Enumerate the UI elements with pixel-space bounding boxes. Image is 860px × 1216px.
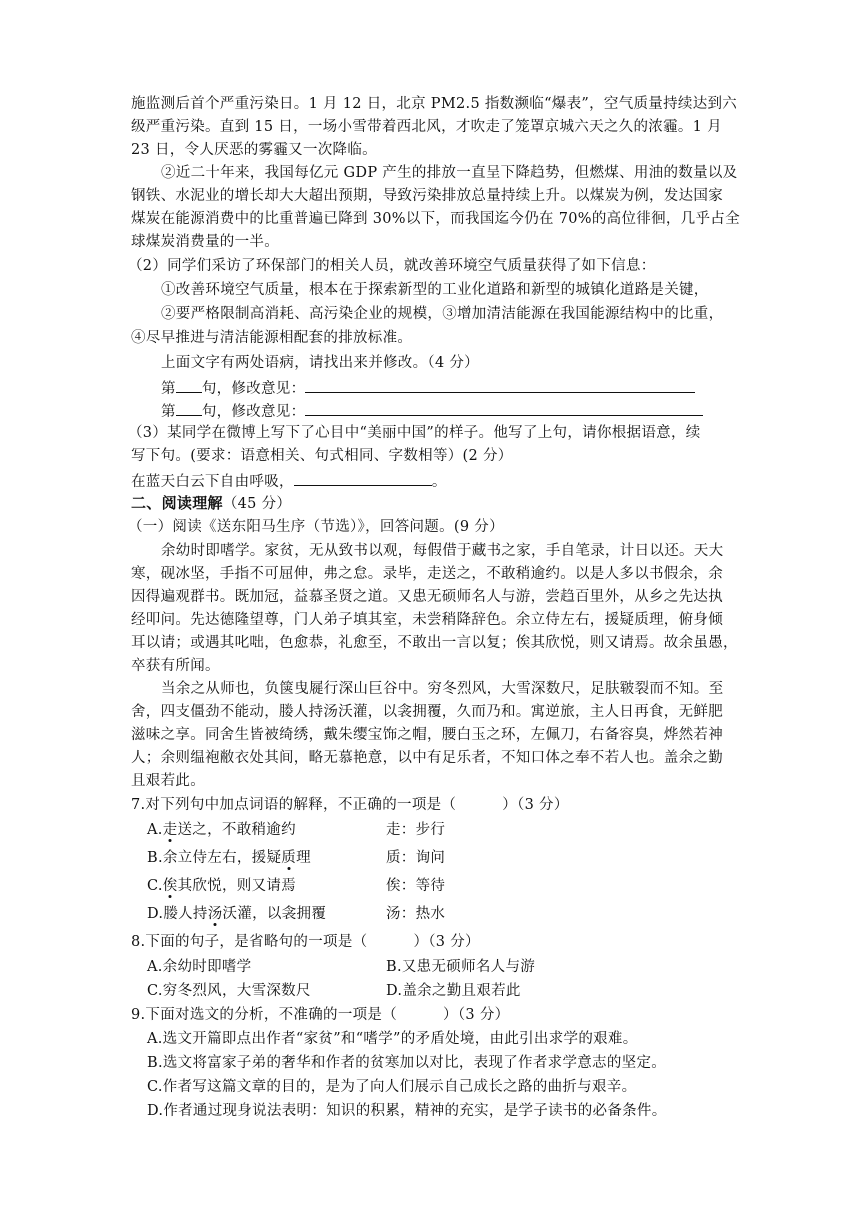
option-q9-d[interactable]: D.作者通过现身说法表明：知识的积累，精神的充实，是学子读书的必备条件。 [147, 1103, 667, 1119]
text-line: 且艰若此。 [131, 773, 205, 789]
period: 。 [431, 474, 447, 490]
text-line: ②近二十年来，我国每亿元 GDP 产生的排放一直呈下降趋势，但燃煤、用油的数量以及 [161, 165, 738, 181]
option-q7-a[interactable] [147, 820, 296, 840]
revision-blank[interactable] [305, 399, 703, 416]
option-q8-a[interactable]: A.余幼时即嗜学 [147, 959, 252, 975]
sentence-number-blank[interactable] [176, 399, 202, 416]
section-heading [131, 493, 291, 514]
text-line: 卒获有所闻。 [131, 658, 220, 674]
text-line: 舍，四支僵劲不能动，媵人持汤沃灌，以衾拥覆，久而乃和。寓逆旅，主人日再食，无鲜肥 [131, 704, 723, 720]
answer-line-1[interactable] [161, 376, 695, 399]
answer-prefix: 第 [161, 404, 176, 420]
dotted-word: 汤 [207, 906, 223, 922]
stem-score: ）（3 分） [413, 934, 480, 950]
text-line: 级严重污染。直到 15 日，一场小雪带着西北风，才吹走了笼罩京城六天之久的浓霾。1 月 [131, 119, 722, 135]
sentence-number-blank[interactable] [176, 376, 202, 393]
option-q9-b[interactable]: B.选文将富家子弟的奢华和作者的贫寒加以对比，表现了作者求学意志的坚定。 [147, 1055, 667, 1071]
text-line: 余幼时即嗜学。家贫，无从致书以观，每假借于藏书之家，手自笔录，计日以还。天大 [161, 543, 724, 559]
option-q7-a-gloss: 走：步行 [386, 822, 446, 838]
text-line: 球煤炭消费量的一半。 [131, 234, 279, 250]
text-line: 经叩问。先达德隆望尊，门人弟子填其室，未尝稍降辞色。余立侍左右，援疑质理，俯身倾 [131, 612, 723, 628]
option-text: B.余立侍左右，援疑 [147, 850, 282, 866]
text-line: 钢铁、水泥业的增长却大大超出预期，导致污染排放总量持续上升。以煤炭为例，发达国家 [131, 188, 723, 204]
option-q7-b[interactable] [147, 848, 311, 868]
option-text: D.媵人持 [147, 906, 208, 922]
answer-prefix: 第 [161, 381, 176, 397]
stem-score: ）（3 分） [502, 797, 569, 813]
question-9-stem [131, 1005, 509, 1025]
text-line: 当余之从师也，负箧曳屣行深山巨谷中。穷冬烈风，大雪深数尺，足肤皲裂而不知。至 [161, 681, 724, 697]
option-text: C. [147, 878, 163, 894]
text-line: ④尽早推进与清洁能源相配套的排放标准。 [131, 330, 413, 346]
text-line: 人；余则缊袍敝衣处其间，略无慕艳意，以中有足乐者，不知口体之奉不若人也。盖余之勤 [131, 750, 723, 766]
option-text: 理 [296, 850, 311, 866]
dotted-word: 走 [162, 822, 178, 838]
continuation-blank[interactable] [294, 469, 432, 486]
option-q8-d[interactable]: D.盖余之勤且艰若此 [386, 983, 521, 999]
subsection-title: （一）阅读《送东阳马生序（节选）》，回答问题。(9 分） [128, 519, 504, 535]
section-title: 二、阅读理解 [131, 494, 223, 512]
option-q7-d[interactable] [147, 904, 326, 924]
option-q7-b-gloss: 质：询问 [386, 850, 446, 866]
option-q8-c[interactable]: C.穷冬烈风，大雪深数尺 [147, 983, 311, 999]
option-q7-d-gloss: 汤：热水 [386, 906, 446, 922]
option-text: 其欣悦，则又请焉 [177, 878, 297, 894]
option-q9-a[interactable]: A.选文开篇即点出作者“家贫”和“嗜学”的矛盾处境，由此引出求学的艰难。 [147, 1031, 638, 1047]
stem-text: 7.对下列句中加点词语的解释，不正确的一项是（ [131, 797, 457, 813]
question-2-intro: （2）同学们采访了环保部门的相关人员，就改善环境空气质量获得了如下信息： [128, 258, 656, 274]
revision-blank[interactable] [305, 376, 695, 393]
question-3-line: 写下句。(要求：语意相关、句式相同、字数相等）(2 分） [131, 448, 513, 464]
text-line: 耳以请；或遇其叱咄，色愈恭，礼愈至，不敢出一言以复；俟其欣悦，则又请焉。故余虽愚， [131, 635, 738, 651]
question-8-stem [131, 932, 480, 952]
answer-label: 句，修改意见： [201, 404, 306, 420]
answer-label: 句，修改意见： [201, 381, 306, 397]
dotted-word: 质 [281, 850, 297, 866]
text-line: ②要严格限制高消耗、高污染企业的规模，③增加清洁能源在我国能源结构中的比重， [161, 306, 724, 322]
stem-score: ）（3 分） [443, 1007, 510, 1023]
option-text: 沃灌，以衾拥覆 [222, 906, 327, 922]
option-text: A. [147, 822, 163, 838]
answer-line-2[interactable] [161, 399, 703, 422]
stem-text: 9.下面对选文的分析，不准确的一项是（ [131, 1007, 398, 1023]
option-q8-b[interactable]: B.又患无硕师名人与游 [386, 959, 536, 975]
option-text: 送之，不敢稍逾约 [177, 822, 296, 838]
text-line: 23 日，令人厌恶的雾霾又一次降临。 [131, 142, 377, 158]
given-sentence: 在蓝天白云下自由呼吸， [131, 474, 294, 490]
question-2-task: 上面文字有两处语病，请找出来并修改。（4 分） [161, 355, 479, 371]
section-score: （45 分） [222, 496, 292, 512]
dotted-word: 俟 [162, 878, 178, 894]
text-line: 施监测后首个严重污染日。1 月 12 日，北京 PM2.5 指数濒临“爆表”，空气质量持续达到六 [131, 96, 738, 112]
text-line: 寒，砚冰坚，手指不可屈伸，弗之怠。录毕，走送之，不敢稍逾约。以是人多以书假余，余 [131, 566, 723, 582]
text-line: 滋味之享。同舍生皆被绮绣，戴朱缨宝饰之帽，腰白玉之环，左佩刀，右备容臭，烨然若神 [131, 727, 723, 743]
option-q7-c-gloss: 俟：等待 [386, 878, 446, 894]
text-line: 因得遍观群书。既加冠，益慕圣贤之道。又患无硕师名人与游，尝趋百里外，从乡之先达执 [131, 589, 723, 605]
text-line: 煤炭在能源消费中的比重普遍已降到 30%以下，而我国迄今仍在 70%的高位徘徊，几乎占全 [131, 211, 740, 227]
question-3-answer[interactable] [131, 469, 447, 492]
question-3-line: （3）某同学在微博上写下了心目中“美丽中国”的样子。他写了上句，请你根据语意，续 [128, 425, 701, 441]
question-7-stem [131, 795, 569, 815]
stem-text: 8.下面的句子，是省略句的一项是（ [131, 934, 368, 950]
option-q7-c[interactable] [147, 876, 296, 896]
option-q9-c[interactable]: C.作者写这篇文章的目的，是为了向人们展示自己成长之路的曲折与艰辛。 [147, 1079, 637, 1095]
text-line: ①改善环境空气质量，根本在于探索新型的工业化道路和新型的城镇化道路是关键， [161, 282, 709, 298]
